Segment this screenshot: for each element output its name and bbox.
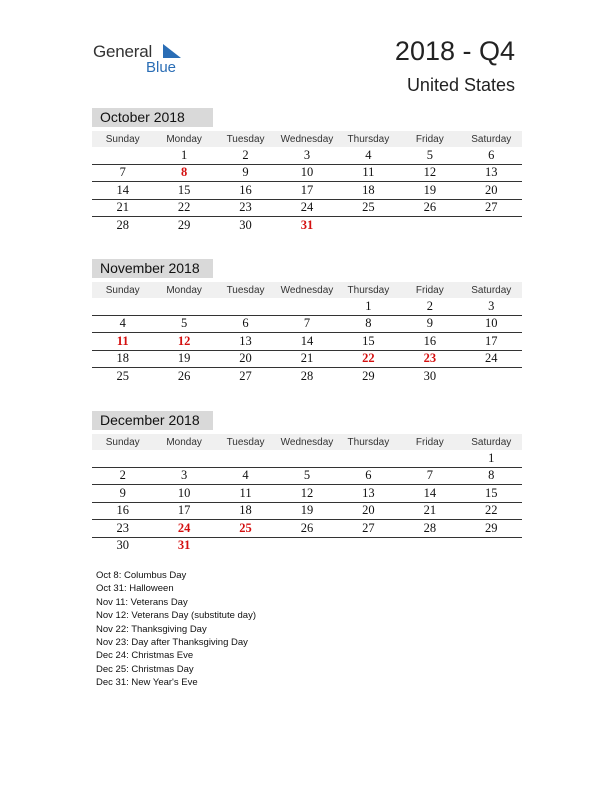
- day-cell: 20: [215, 350, 276, 368]
- brand-blue-text: Blue: [146, 59, 177, 76]
- week-row: [92, 467, 522, 485]
- week-row: [92, 298, 522, 315]
- day-cell: 29: [362, 368, 375, 383]
- day-cell: 7: [399, 467, 460, 485]
- day-cell: 26: [177, 368, 191, 383]
- day-cell: 8: [461, 467, 522, 485]
- empty-day-cell: [153, 298, 214, 315]
- weekday-header: Sunday: [92, 131, 153, 147]
- day-cell: 9: [215, 164, 276, 182]
- week-row: [92, 182, 522, 200]
- weekday-header: Friday: [399, 282, 460, 298]
- day-cell: 26: [276, 520, 337, 538]
- holiday-entry: Oct 31: Halloween: [96, 583, 174, 595]
- day-cell: 17: [276, 182, 337, 200]
- weekday-header: Wednesday: [276, 131, 337, 147]
- day-cell: 4: [338, 147, 399, 164]
- country-name: United States: [406, 75, 515, 95]
- day-cell: 13: [215, 333, 276, 351]
- day-cell: 28: [300, 368, 314, 383]
- day-cell: 18: [92, 350, 153, 368]
- day-cell: 6: [461, 147, 522, 164]
- day-cell: 8: [153, 164, 214, 182]
- brand-logo: [93, 40, 193, 80]
- weekday-header: Tuesday: [215, 282, 276, 298]
- day-cell: 28: [116, 217, 129, 232]
- day-cell: 10: [153, 485, 214, 503]
- week-row: [92, 333, 522, 351]
- weekday-header: Friday: [399, 434, 460, 450]
- day-cell: 23: [92, 520, 153, 538]
- day-cell: 31: [177, 538, 191, 553]
- day-cell: 12: [276, 485, 337, 503]
- day-cell: 5: [399, 147, 460, 164]
- day-cell: 27: [461, 199, 522, 217]
- day-cell: 30: [239, 217, 252, 232]
- day-cell: 16: [92, 502, 153, 520]
- day-cell: 25: [215, 520, 276, 538]
- day-cell: 20: [338, 502, 399, 520]
- day-cell: 16: [215, 182, 276, 200]
- day-cell: 24: [461, 350, 522, 368]
- weekday-header-row: [92, 282, 522, 298]
- holiday-entry: Nov 12: Veterans Day (substitute day): [96, 610, 256, 622]
- day-cell: 9: [399, 315, 460, 333]
- empty-day-cell: [399, 450, 460, 467]
- calendar-table: [92, 434, 522, 554]
- week-row: [92, 199, 522, 217]
- day-cell: 31: [300, 217, 314, 232]
- day-cell: 14: [399, 485, 460, 503]
- day-cell: 25: [338, 199, 399, 217]
- weekday-header-row: [92, 131, 522, 147]
- day-cell: 29: [461, 520, 522, 538]
- empty-day-cell: [276, 298, 337, 315]
- empty-day-cell: [276, 537, 337, 554]
- empty-day-cell: [92, 298, 153, 315]
- holiday-entry: Dec 31: New Year's Eve: [96, 677, 198, 689]
- day-cell: 6: [215, 315, 276, 333]
- day-cell: 7: [92, 164, 153, 182]
- week-row: [92, 315, 522, 333]
- empty-day-cell: [461, 368, 522, 385]
- empty-day-cell: [215, 450, 276, 467]
- weekday-header: Thursday: [338, 434, 399, 450]
- day-cell: 8: [338, 315, 399, 333]
- weekday-header-row: [92, 434, 522, 450]
- day-cell: 16: [399, 333, 460, 351]
- week-row: [92, 147, 522, 164]
- day-cell: 13: [338, 485, 399, 503]
- weekday-header: Saturday: [461, 131, 522, 147]
- day-cell: 10: [461, 315, 522, 333]
- week-row: [92, 164, 522, 182]
- week-row: [92, 502, 522, 520]
- day-cell: 11: [338, 164, 399, 182]
- calendar-table: [92, 131, 522, 234]
- day-cell: 24: [153, 520, 214, 538]
- holiday-entry: Nov 22: Thanksgiving Day: [96, 623, 207, 635]
- weekday-header: Sunday: [92, 434, 153, 450]
- day-cell: 2: [399, 298, 460, 315]
- page-title: 2018 - Q4: [394, 36, 515, 66]
- day-cell: 23: [399, 350, 460, 368]
- day-cell: 22: [153, 199, 214, 217]
- day-cell: 17: [461, 333, 522, 351]
- day-cell: 27: [239, 368, 252, 383]
- empty-day-cell: [461, 537, 522, 554]
- day-cell: 4: [92, 315, 153, 333]
- holiday-list: [96, 569, 256, 690]
- holiday-entry: Dec 25: Christmas Day: [96, 663, 194, 675]
- day-cell: 22: [461, 502, 522, 520]
- weekday-header: Tuesday: [215, 434, 276, 450]
- day-cell: 28: [399, 520, 460, 538]
- empty-day-cell: [461, 217, 522, 234]
- weekday-header: Sunday: [92, 282, 153, 298]
- day-cell: 6: [338, 467, 399, 485]
- day-cell: 29: [177, 217, 191, 232]
- month-block-october: [92, 108, 522, 234]
- day-cell: 11: [215, 485, 276, 503]
- day-cell: 30: [116, 538, 129, 553]
- day-cell: 1: [153, 147, 214, 164]
- holiday-entry: Oct 8: Columbus Day: [96, 570, 187, 581]
- weekday-header: Monday: [153, 282, 214, 298]
- day-cell: 7: [276, 315, 337, 333]
- day-cell: 12: [399, 164, 460, 182]
- day-cell: 18: [215, 502, 276, 520]
- day-cell: 25: [116, 368, 129, 383]
- day-cell: 1: [461, 450, 522, 467]
- weekday-header: Friday: [399, 131, 460, 147]
- week-row: [92, 450, 522, 467]
- empty-day-cell: [92, 147, 153, 164]
- day-cell: 15: [461, 485, 522, 503]
- weekday-header: Monday: [153, 131, 214, 147]
- day-cell: 30: [423, 368, 437, 383]
- weekday-header: Saturday: [461, 434, 522, 450]
- holiday-entry: Nov 23: Day after Thanksgiving Day: [96, 637, 248, 649]
- day-cell: 18: [338, 182, 399, 200]
- day-cell: 3: [461, 298, 522, 315]
- day-cell: 15: [338, 333, 399, 351]
- week-row: [92, 217, 522, 234]
- empty-day-cell: [399, 537, 460, 554]
- day-cell: 10: [276, 164, 337, 182]
- calendar-table: [92, 282, 522, 385]
- day-cell: 14: [92, 182, 153, 200]
- day-cell: 19: [153, 350, 214, 368]
- day-cell: 17: [153, 502, 214, 520]
- weekday-header: Wednesday: [276, 434, 337, 450]
- day-cell: 27: [338, 520, 399, 538]
- month-block-november: [92, 259, 522, 385]
- month-label: December 2018: [92, 411, 213, 430]
- day-cell: 2: [92, 467, 153, 485]
- holiday-entry: Nov 11: Veterans Day: [96, 596, 188, 608]
- week-row: [92, 537, 522, 554]
- empty-day-cell: [338, 217, 399, 234]
- day-cell: 4: [215, 467, 276, 485]
- day-cell: 19: [399, 182, 460, 200]
- day-cell: 21: [276, 350, 337, 368]
- holiday-entry: Dec 24: Christmas Eve: [96, 650, 194, 662]
- weekday-header: Tuesday: [215, 131, 276, 147]
- weekday-header: Wednesday: [276, 282, 337, 298]
- day-cell: 23: [215, 199, 276, 217]
- empty-day-cell: [92, 450, 153, 467]
- day-cell: 5: [276, 467, 337, 485]
- empty-day-cell: [338, 450, 399, 467]
- empty-day-cell: [215, 537, 276, 554]
- day-cell: 19: [276, 502, 337, 520]
- day-cell: 3: [276, 147, 337, 164]
- week-row: [92, 485, 522, 503]
- day-cell: 26: [399, 199, 460, 217]
- day-cell: 9: [92, 485, 153, 503]
- weekday-header: Monday: [153, 434, 214, 450]
- day-cell: 5: [153, 315, 214, 333]
- weekday-header: Thursday: [338, 282, 399, 298]
- month-block-december: [92, 411, 522, 554]
- empty-day-cell: [276, 450, 337, 467]
- day-cell: 22: [338, 350, 399, 368]
- week-row: [92, 350, 522, 368]
- month-label: October 2018: [92, 108, 213, 127]
- empty-day-cell: [215, 298, 276, 315]
- day-cell: 3: [153, 467, 214, 485]
- day-cell: 2: [215, 147, 276, 164]
- weekday-header: Thursday: [338, 131, 399, 147]
- day-cell: 15: [153, 182, 214, 200]
- day-cell: 21: [92, 199, 153, 217]
- empty-day-cell: [399, 217, 460, 234]
- day-cell: 14: [276, 333, 337, 351]
- weekday-header: Saturday: [461, 282, 522, 298]
- empty-day-cell: [338, 537, 399, 554]
- day-cell: 13: [461, 164, 522, 182]
- day-cell: 11: [92, 333, 153, 351]
- month-label: November 2018: [92, 259, 213, 278]
- brand-general-text: General: [93, 42, 153, 61]
- flag-logo-icon: [161, 44, 181, 60]
- day-cell: 20: [461, 182, 522, 200]
- week-row: [92, 368, 522, 385]
- empty-day-cell: [153, 450, 214, 467]
- day-cell: 21: [399, 502, 460, 520]
- week-row: [92, 520, 522, 538]
- day-cell: 1: [338, 298, 399, 315]
- day-cell: 24: [276, 199, 337, 217]
- day-cell: 12: [153, 333, 214, 351]
